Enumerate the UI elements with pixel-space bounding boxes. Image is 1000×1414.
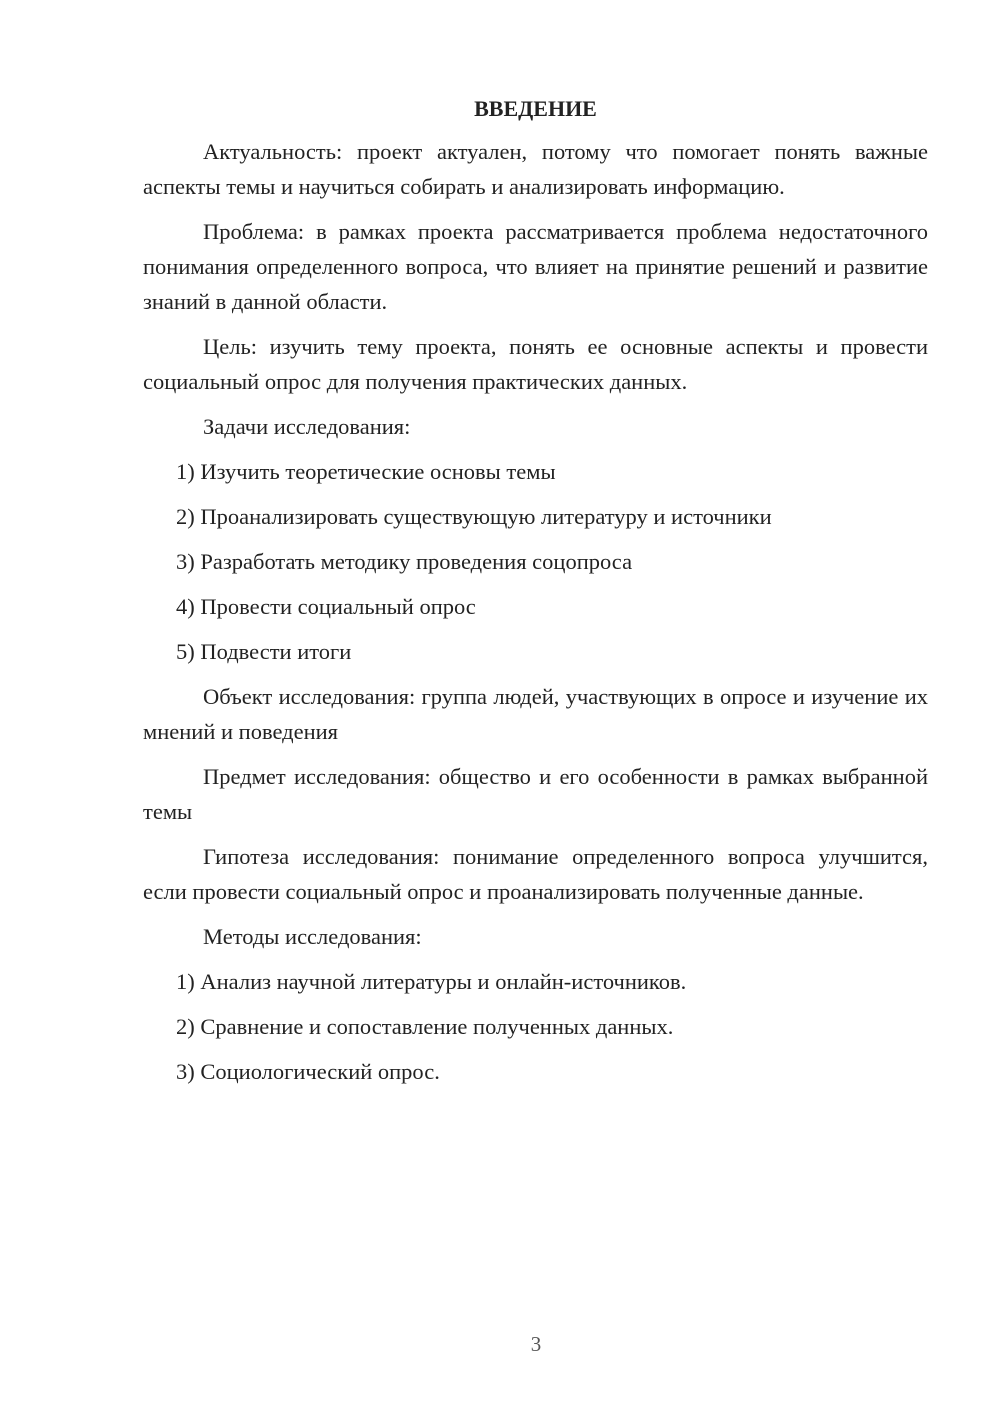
methods-title: Методы исследования:	[203, 924, 422, 949]
goal-paragraph: Цель: изучить тему проекта, понять ее основные аспекты и провести социальный опрос для получения практических данных.	[143, 334, 928, 394]
section-heading: ВВЕДЕНИЕ	[474, 96, 597, 121]
page-number: 3	[530, 1332, 542, 1356]
relevance-paragraph: Актуальность: проект актуален, потому что помогает понять важные аспекты темы и научиться собирать и анализировать информацию.	[143, 139, 928, 199]
method-item: 2) Сравнение и сопоставление полученных данных.	[176, 1014, 674, 1039]
task-item: 5) Подвести итоги	[176, 639, 352, 664]
method-item: 3) Социологический опрос.	[176, 1059, 440, 1084]
document-page	[143, 94, 928, 1099]
object-paragraph: Объект исследования: группа людей, участвующих в опросе и изучение их мнений и поведения	[143, 684, 928, 744]
task-item: 3) Разработать методику проведения соцопроса	[176, 549, 633, 574]
subject-paragraph: Предмет исследования: общество и его особенности в рамках выбранной темы	[143, 764, 928, 824]
task-item: 2) Проанализировать существующую литературу и источники	[176, 504, 772, 529]
task-item: 1) Изучить теоретические основы темы	[176, 459, 556, 484]
hypothesis-paragraph: Гипотеза исследования: понимание определенного вопроса улучшится, если провести социальный опрос и проанализировать полученные данные.	[143, 844, 928, 904]
tasks-title: Задачи исследования:	[203, 414, 411, 439]
problem-paragraph: Проблема: в рамках проекта рассматривается проблема недостаточного понимания определенного вопроса, что влияет на принятие решений и развитие знаний в данной области.	[143, 219, 928, 314]
task-item: 4) Провести социальный опрос	[176, 594, 476, 619]
method-item: 1) Анализ научной литературы и онлайн-источников.	[176, 969, 687, 994]
